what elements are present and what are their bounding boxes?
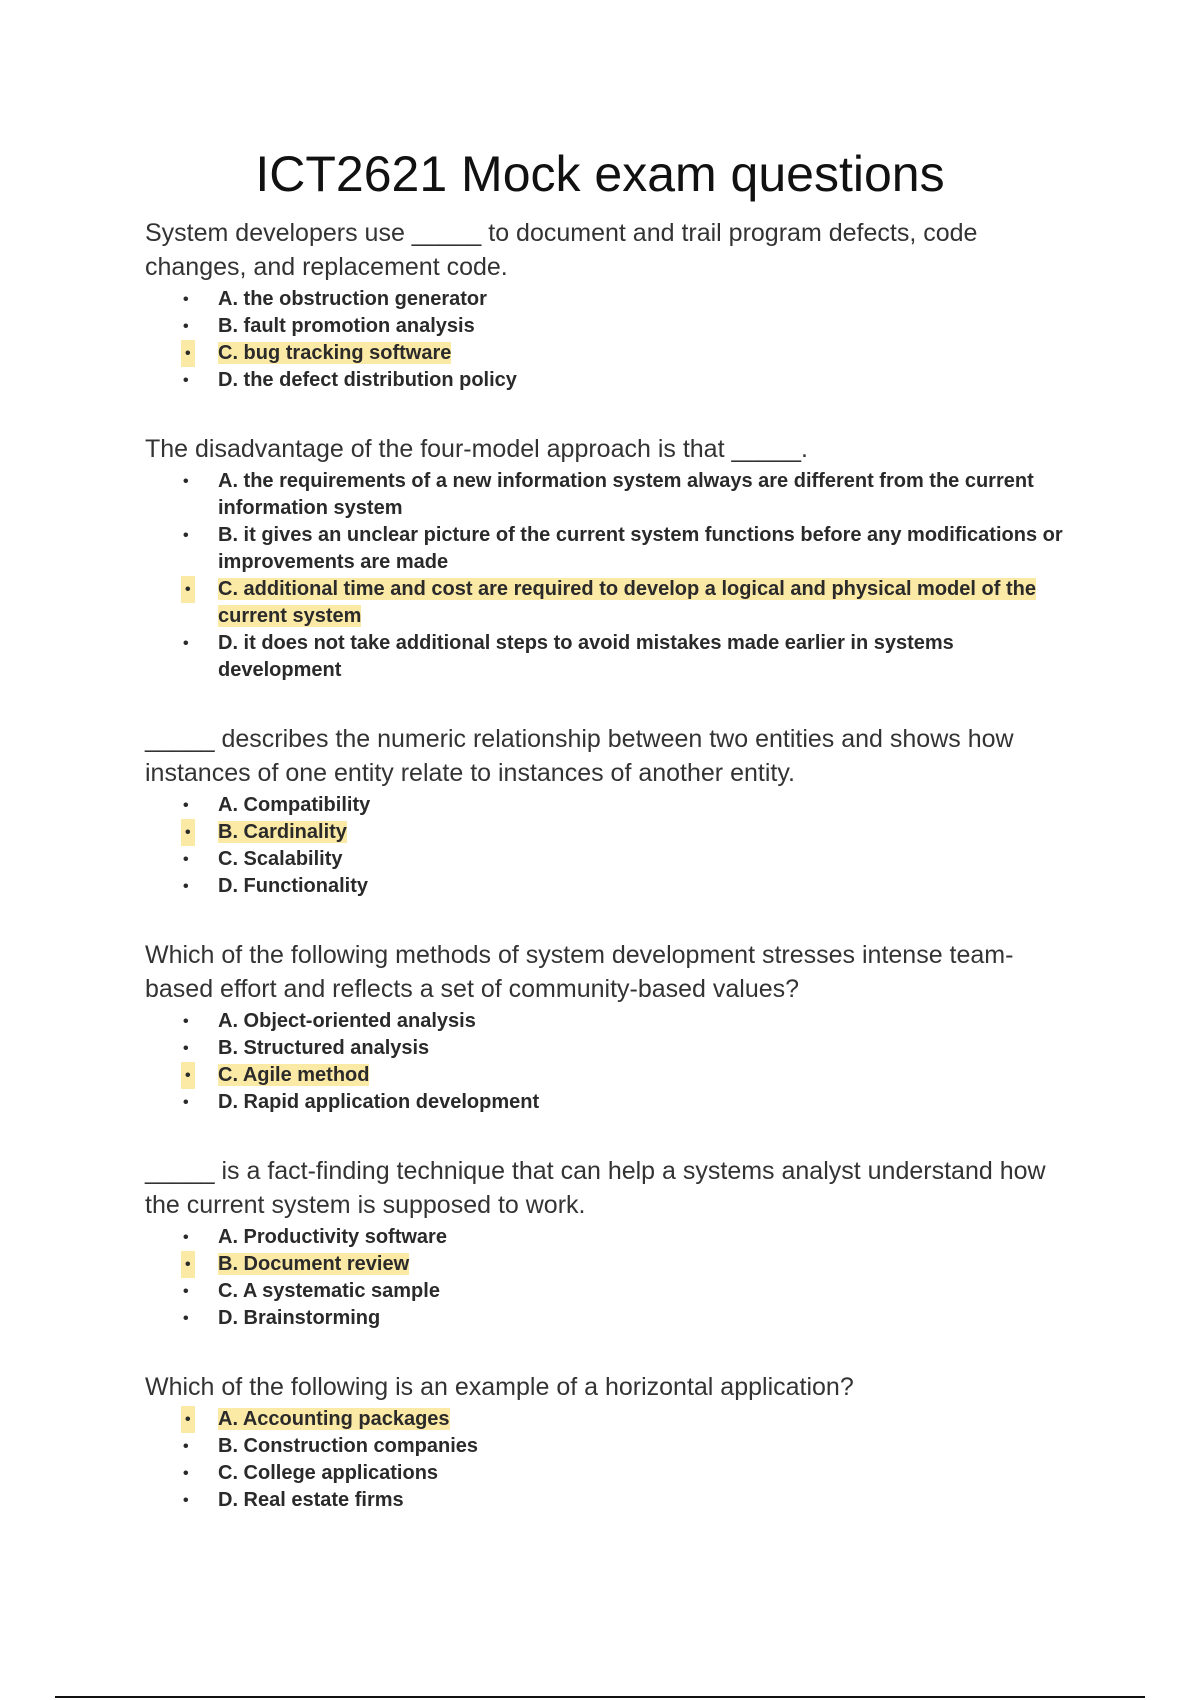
option-text: A. Productivity software: [218, 1226, 447, 1248]
bullet-icon: •: [183, 1040, 189, 1057]
question-5: [145, 1154, 1065, 1332]
question-2: [145, 432, 1065, 684]
bullet-icon: •: [183, 1229, 189, 1246]
option-item: [145, 630, 1065, 684]
option-item: [145, 1089, 1065, 1116]
question-text: System developers use _____ to document and trail program defects, code changes, and replacement code.: [145, 219, 978, 281]
document-title: ICT2621 Mock exam questions: [255, 146, 945, 202]
question-list: [145, 216, 1065, 1552]
bullet-icon: •: [183, 1492, 189, 1509]
option-text: D. the defect distribution policy: [218, 369, 517, 391]
bullet-icon: •: [183, 1310, 189, 1327]
bullet-icon: •: [183, 1438, 189, 1455]
option-list: [145, 468, 1065, 684]
option-text: B. it gives an unclear picture of the current system functions before any modifications or improvements are made: [218, 524, 1063, 573]
option-item-correct: [145, 1251, 1065, 1278]
option-item: [145, 846, 1065, 873]
question-text: Which of the following methods of system development stresses intense team-based effort and reflects a set of community-based values?: [145, 941, 1014, 1003]
bullet-icon: •: [183, 318, 189, 335]
option-item-correct: [145, 1062, 1065, 1089]
option-item-correct: [145, 819, 1065, 846]
option-text: D. Functionality: [218, 875, 368, 897]
option-item-correct: [145, 340, 1065, 367]
option-list: [145, 286, 1065, 394]
option-item: [145, 1460, 1065, 1487]
option-list: [145, 792, 1065, 900]
option-item: [145, 1278, 1065, 1305]
question-text: Which of the following is an example of a horizontal application?: [145, 1373, 854, 1401]
bullet-icon: •: [183, 878, 189, 895]
option-item: [145, 1008, 1065, 1035]
question-text: _____ is a fact-finding technique that can help a systems analyst understand how the current system is supposed to work.: [145, 1157, 1046, 1219]
option-text: C. Agile method: [218, 1064, 370, 1086]
question-text: The disadvantage of the four-model approach is that _____.: [145, 435, 808, 463]
option-item: [145, 1487, 1065, 1514]
option-text: C. Scalability: [218, 848, 343, 870]
bullet-icon: •: [183, 1465, 189, 1482]
option-item: [145, 313, 1065, 340]
option-text: D. Rapid application development: [218, 1091, 540, 1113]
option-text: C. bug tracking software: [218, 342, 452, 364]
bullet-icon: •: [183, 635, 189, 652]
bullet-icon: •: [183, 797, 189, 814]
bullet-icon: •: [183, 291, 189, 308]
bullet-icon: •: [181, 1251, 195, 1278]
option-list: [145, 1224, 1065, 1332]
bullet-icon: •: [181, 1406, 195, 1433]
option-text: B. Structured analysis: [218, 1037, 430, 1059]
bullet-icon: •: [181, 340, 195, 367]
option-item: [145, 1035, 1065, 1062]
question-4: [145, 938, 1065, 1116]
option-text: C. A systematic sample: [218, 1280, 440, 1302]
bullet-icon: •: [183, 1094, 189, 1111]
option-text: D. Brainstorming: [218, 1307, 381, 1329]
question-1: [145, 216, 1065, 394]
option-item: [145, 873, 1065, 900]
bullet-icon: •: [181, 819, 195, 846]
bullet-icon: •: [183, 851, 189, 868]
bullet-icon: •: [183, 1013, 189, 1030]
option-item: [145, 1305, 1065, 1332]
option-text: B. Cardinality: [218, 821, 347, 843]
bullet-icon: •: [183, 527, 189, 544]
bullet-icon: •: [181, 576, 195, 603]
option-item-correct: [145, 576, 1065, 630]
option-item: [145, 522, 1065, 576]
question-6: [145, 1370, 1065, 1514]
bullet-icon: •: [183, 473, 189, 490]
option-item: [145, 367, 1065, 394]
page-bottom-rule: [55, 1696, 1145, 1698]
option-item: [145, 792, 1065, 819]
option-item: [145, 468, 1065, 522]
option-text: C. additional time and cost are required to develop a logical and physical model of the current system: [218, 578, 1036, 627]
option-item: [145, 286, 1065, 313]
option-text: D. it does not take additional steps to avoid mistakes made earlier in systems development: [218, 632, 954, 681]
option-list: [145, 1008, 1065, 1116]
option-text: A. the requirements of a new information system always are different from the current information system: [218, 470, 1034, 519]
option-list: [145, 1406, 1065, 1514]
question-text: _____ describes the numeric relationship between two entities and shows how instances of one entity relate to instances of another entity.: [145, 725, 1014, 787]
option-text: A. Object-oriented analysis: [218, 1010, 476, 1032]
option-text: B. Construction companies: [218, 1435, 479, 1457]
bullet-icon: •: [181, 1062, 195, 1089]
option-text: B. Document review: [218, 1253, 410, 1275]
option-item: [145, 1224, 1065, 1251]
bullet-icon: •: [183, 372, 189, 389]
question-3: [145, 722, 1065, 900]
option-text: A. Compatibility: [218, 794, 371, 816]
bullet-icon: •: [183, 1283, 189, 1300]
option-text: D. Real estate firms: [218, 1489, 404, 1511]
option-text: B. fault promotion analysis: [218, 315, 475, 337]
option-text: A. the obstruction generator: [218, 288, 487, 310]
option-text: C. College applications: [218, 1462, 439, 1484]
option-text: A. Accounting packages: [218, 1408, 450, 1430]
option-item-correct: [145, 1406, 1065, 1433]
option-item: [145, 1433, 1065, 1460]
